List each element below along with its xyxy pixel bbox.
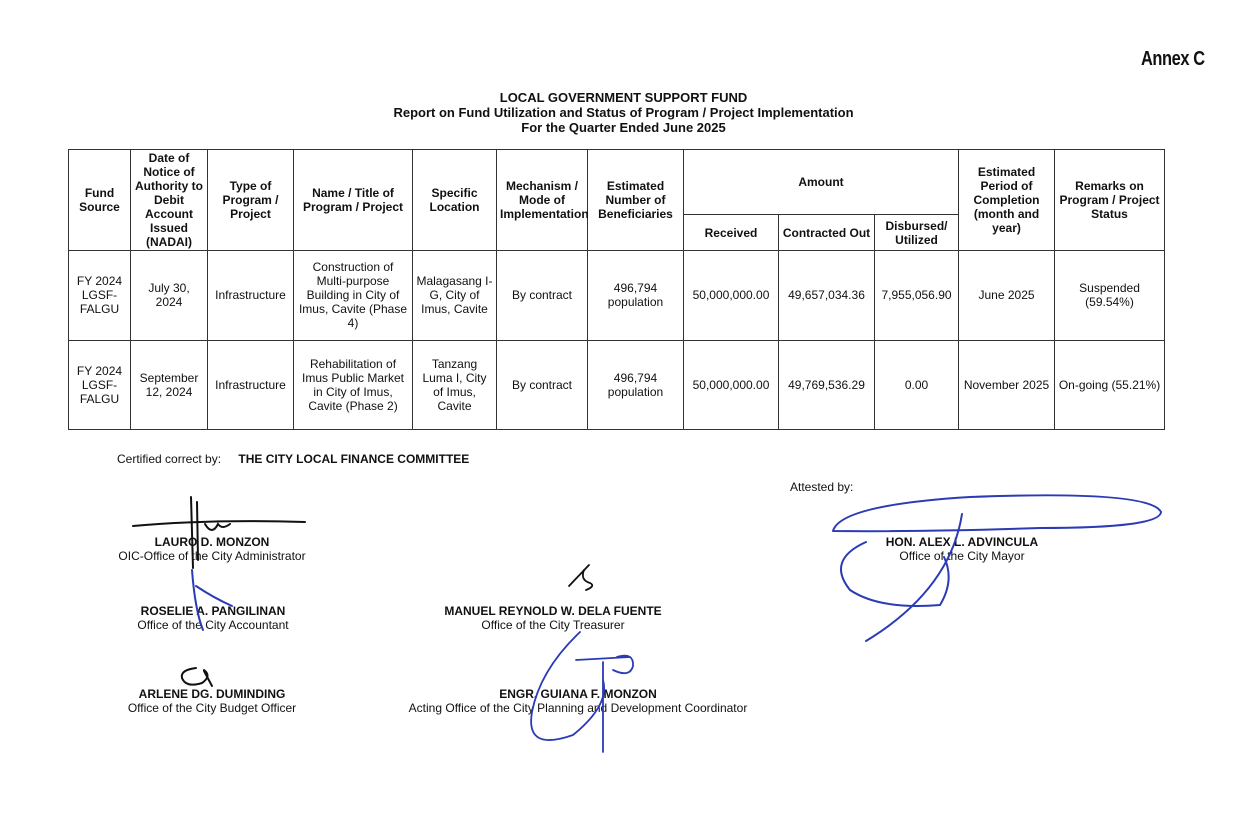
cell-received: 50,000,000.00 [684,251,779,341]
header-received: Received [684,215,779,251]
cell-nadai: September 12, 2024 [131,340,208,430]
cell-contracted: 49,657,034.36 [779,251,875,341]
attested-label: Attested by: [790,480,854,494]
cell-type: Infrastructure [208,251,294,341]
signatory-city-accountant [93,604,333,632]
annex-label: Annex C [1141,48,1205,70]
report-title-line1: LOCAL GOVERNMENT SUPPORT FUND [499,90,748,105]
signatory-name: ENGR. GUIANA F. MONZON [499,687,657,701]
signatory-office: OIC-Office of the City Administrator [118,549,306,563]
cell-contracted: 49,769,536.29 [779,340,875,430]
cell-type: Infrastructure [208,340,294,430]
signature-manuel-dela-fuente [569,565,592,590]
cell-mechanism: By contract [497,340,588,430]
cell-fund-source: FY 2024 LGSF-FALGU [69,340,131,430]
cell-completion: June 2025 [959,251,1055,341]
signatory-office: Office of the City Accountant [137,618,289,632]
cell-remarks: Suspended (59.54%) [1055,251,1165,341]
cell-disbursed: 7,955,056.90 [875,251,959,341]
signatory-name: HON. ALEX L. ADVINCULA [885,535,1039,549]
cell-completion: November 2025 [959,340,1055,430]
header-remarks: Remarks on Program / Project Status [1055,150,1165,251]
signatory-office: Acting Office of the City Planning and Development Coordinator [408,701,748,715]
header-location: Specific Location [413,150,497,251]
signatory-budget-officer [92,687,332,715]
table-row [69,251,1165,341]
certified-correct-line [117,452,469,466]
signatory-name: MANUEL REYNOLD W. DELA FUENTE [444,604,662,618]
committee-name: THE CITY LOCAL FINANCE COMMITTEE [238,452,470,466]
cell-beneficiaries: 496,794 population [588,251,684,341]
cell-received: 50,000,000.00 [684,340,779,430]
signature-arlene-duminding [182,668,212,686]
header-name: Name / Title of Program / Project [294,150,413,251]
signature-alex-advincula [833,495,1161,641]
cell-name: Rehabilitation of Imus Public Market in City of Imus, Cavite (Phase 2) [294,340,413,430]
table-row [69,340,1165,430]
signatory-office: Office of the City Mayor [899,549,1025,563]
header-disbursed: Disbursed/ Utilized [875,215,959,251]
fund-utilization-table [68,149,1165,430]
report-title-line3: For the Quarter Ended June 2025 [521,120,726,135]
report-title-line2: Report on Fund Utilization and Status of Program / Project Implementation [393,105,854,120]
cell-mechanism: By contract [497,251,588,341]
cell-fund-source: FY 2024 LGSF-FALGU [69,251,131,341]
header-beneficiaries: Estimated Number of Beneficiaries [588,150,684,251]
cell-beneficiaries: 496,794 population [588,340,684,430]
cell-disbursed: 0.00 [875,340,959,430]
signatory-name: LAURO D. MONZON [154,535,270,549]
signatory-office: Office of the City Treasurer [481,618,625,632]
header-contracted: Contracted Out [779,215,875,251]
signatory-office: Office of the City Budget Officer [127,701,297,715]
signatory-city-mayor [852,535,1072,563]
cell-name: Construction of Multi-purpose Building in City of Imus, Cavite (Phase 4) [294,251,413,341]
signatory-name: ARLENE DG. DUMINDING [138,687,286,701]
cell-remarks: On-going (55.21%) [1055,340,1165,430]
header-type: Type of Program / Project [208,150,294,251]
report-title-block [0,90,1247,135]
header-amount: Amount [684,150,959,215]
signatory-name: ROSELIE A. PANGILINAN [140,604,286,618]
cell-nadai: July 30, 2024 [131,251,208,341]
cell-location: Malagasang I-G, City of Imus, Cavite [413,251,497,341]
cell-location: Tanzang Luma I, City of Imus, Cavite [413,340,497,430]
signatory-planning-coordinator [398,687,758,715]
signatory-city-administrator [92,535,332,563]
header-completion: Estimated Period of Completion (month and year) [959,150,1055,251]
signatory-city-treasurer [418,604,688,632]
header-fund-source: Fund Source [69,150,131,251]
header-nadai: Date of Notice of Authority to Debit Account Issued (NADAI) [131,150,208,251]
header-mechanism: Mechanism / Mode of Implementation [497,150,588,251]
certified-label: Certified correct by: [117,452,222,466]
